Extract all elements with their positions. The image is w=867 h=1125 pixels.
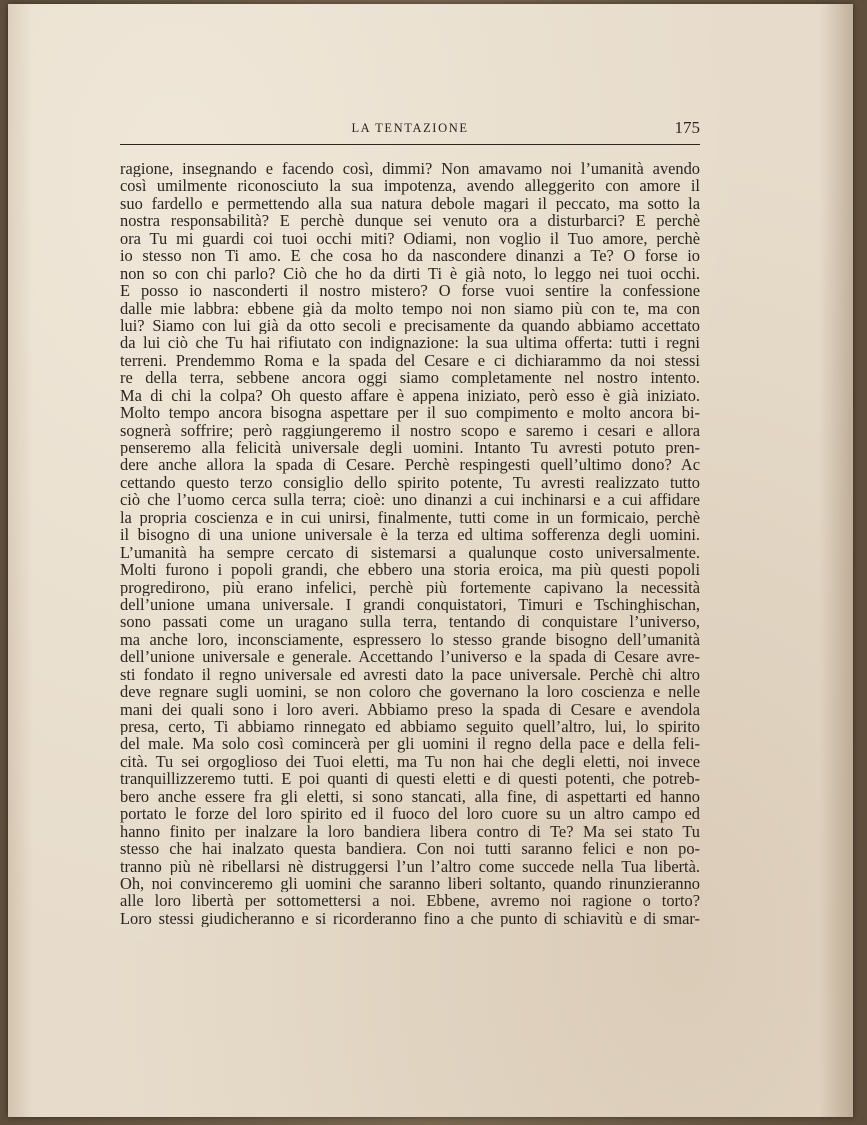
- text-line: sognerà soffrire; però raggiungeremo il nostro scopo e saremo i cesari e allora: [120, 421, 700, 439]
- text-line: terreni. Prendemmo Roma e la spada del Cesare e ci dichiarammo da noi stessi: [120, 351, 700, 370]
- text-line: dere anche allora la spada di Cesare. Perchè respingesti quell’ultimo dono? Ac: [120, 456, 700, 474]
- text-line: ragione, insegnando e facendo così, dimmi? Non amavamo noi l’umanità avendo: [120, 160, 700, 178]
- text-line: così umilmente riconosciuto la sua impotenza, avendo alleggerito con amore il: [120, 177, 700, 195]
- text-line: del male. Ma solo così comincerà per gli uomini il regno della pace e della feli-: [120, 735, 700, 753]
- text-line: L’umanità ha sempre cercato di sistemarsi a qualunque costo universalmente.: [120, 543, 700, 562]
- body-text: [120, 160, 700, 927]
- text-line: ciò che l’uomo cerca sulla terra; cioè: uno dinanzi a cui inchinarsi e a cui affidare: [120, 491, 700, 509]
- text-line: stesso che hai inalzato questa bandiera. Con noi tutti saranno felici e non po-: [120, 840, 700, 858]
- text-line: il bisogno di una unione universale è la terza ed ultima sofferenza degli uomini.: [120, 526, 700, 544]
- text-line: hanno finito per inalzare la loro bandiera libera contro di Te? Ma sei stato Tu: [120, 822, 700, 841]
- text-line: portato le forze del loro spirito ed il fuoco del loro cuore su un altro campo ed: [120, 805, 700, 823]
- text-line: non so con chi parlo? Ciò che ho da dirti Ti è già noto, lo leggo nei tuoi occhi.: [120, 264, 700, 283]
- text-line: cità. Tu sei orgoglioso dei Tuoi eletti, ma Tu non hai che degli eletti, noi invece: [120, 752, 700, 771]
- running-header: [120, 118, 700, 145]
- page-number: 175: [674, 118, 700, 137]
- text-line: Molti furono i popoli grandi, che ebbero una storia eroica, ma più questi popoli: [120, 561, 700, 579]
- text-line: da lui ciò che Tu hai rifiutato con indignazione: la sua ultima offerta: tutti i regni: [120, 334, 700, 352]
- text-line: Oh, noi convinceremo gli uomini che saranno liberi soltanto, quando rinunzieranno: [120, 874, 700, 893]
- text-line: E posso io nasconderti il nostro mistero? O forse vuoi sentire la confessione: [120, 282, 700, 300]
- text-line: tranno più nè ribellarsi nè distruggersi l’un l’altro come succede nella Tua libertà.: [120, 857, 700, 875]
- text-line: nostra responsabilità? E perchè dunque sei venuto ora a disturbarci? E perchè: [120, 212, 700, 230]
- text-line: tranquillizzeremo tutti. E poi quanti di questi eletti e di questi potenti, che potreb-: [120, 770, 700, 788]
- text-line: Molto tempo ancora bisogna aspettare per il suo compimento e molto ancora bi-: [120, 404, 700, 422]
- text-line: dell’unione umana universale. I grandi conquistatori, Timuri e Tschinghischan,: [120, 595, 700, 614]
- text-line: sti fondato il regno universale ed avresti dato la pace universale. Perchè chi altro: [120, 665, 700, 684]
- text-line: la propria coscienza e in cui unirsi, finalmente, tutti come in un formicaio, perchè: [120, 508, 700, 527]
- text-line: dell’unione universale e generale. Accettando l’universo e la spada di Cesare avre-: [120, 648, 700, 666]
- text-line: Loro stessi giudicheranno e si ricorderanno fino a che punto di schiavitù e di smar-: [120, 909, 700, 928]
- text-line: mani dei quali sono i loro averi. Abbiamo preso la spada di Cesare e avendola: [120, 700, 700, 718]
- text-line: io stesso non Ti amo. E che cosa ho da nascondere dinanzi a Te? O forse io: [120, 247, 700, 265]
- text-line: presa, certo, Ti abbiamo rinnegato ed abbiamo seguito quell’altro, lui, lo spirito: [120, 718, 700, 736]
- text-line: progredirono, più erano infelici, perchè più fortemente capivano la necessità: [120, 578, 700, 596]
- running-title: LA TENTAZIONE: [351, 121, 469, 135]
- text-line: lui? Siamo con lui già da otto secoli e precisamente da quando abbiamo accettato: [120, 316, 700, 335]
- text-line: dalle mie labbra: ebbene già da molto tempo noi non siamo più con te, ma con: [120, 299, 700, 317]
- text-line: Ma di chi la colpa? Oh questo affare è appena iniziato, però esso è già iniziato.: [120, 386, 700, 405]
- text-line: re della terra, sebbene ancora oggi siamo completamente nel nostro intento.: [120, 369, 700, 387]
- text-line: ma anche loro, inconsciamente, espressero lo stesso grande bisogno dell’umanità: [120, 630, 700, 649]
- text-line: ora Tu mi guardi coi tuoi occhi miti? Odiami, non voglio il Tuo amore, perchè: [120, 229, 700, 248]
- text-line: bero anche essere fra gli eletti, si sono stancati, alla fine, di aspettarti ed hanno: [120, 787, 700, 806]
- text-line: cettando questo terzo consiglio dello spirito potente, Tu avresti realizzato tutto: [120, 473, 700, 492]
- text-line: sono passati come un uragano sulla terra, tentando di conquistare l’universo,: [120, 613, 700, 631]
- text-line: alle loro libertà per sottomettersi a noi. Ebbene, avremo noi ragione o torto?: [120, 892, 700, 910]
- text-line: penseremo alla felicità universale degli uomini. Intanto Tu avresti potuto pren-: [120, 439, 700, 457]
- text-line: deve regnare sugli uomini, se non coloro che governano la loro coscienza e nelle: [120, 683, 700, 701]
- text-line: suo fardello e permettendo alla sua natura debole magari il peccato, ma sotto la: [120, 194, 700, 213]
